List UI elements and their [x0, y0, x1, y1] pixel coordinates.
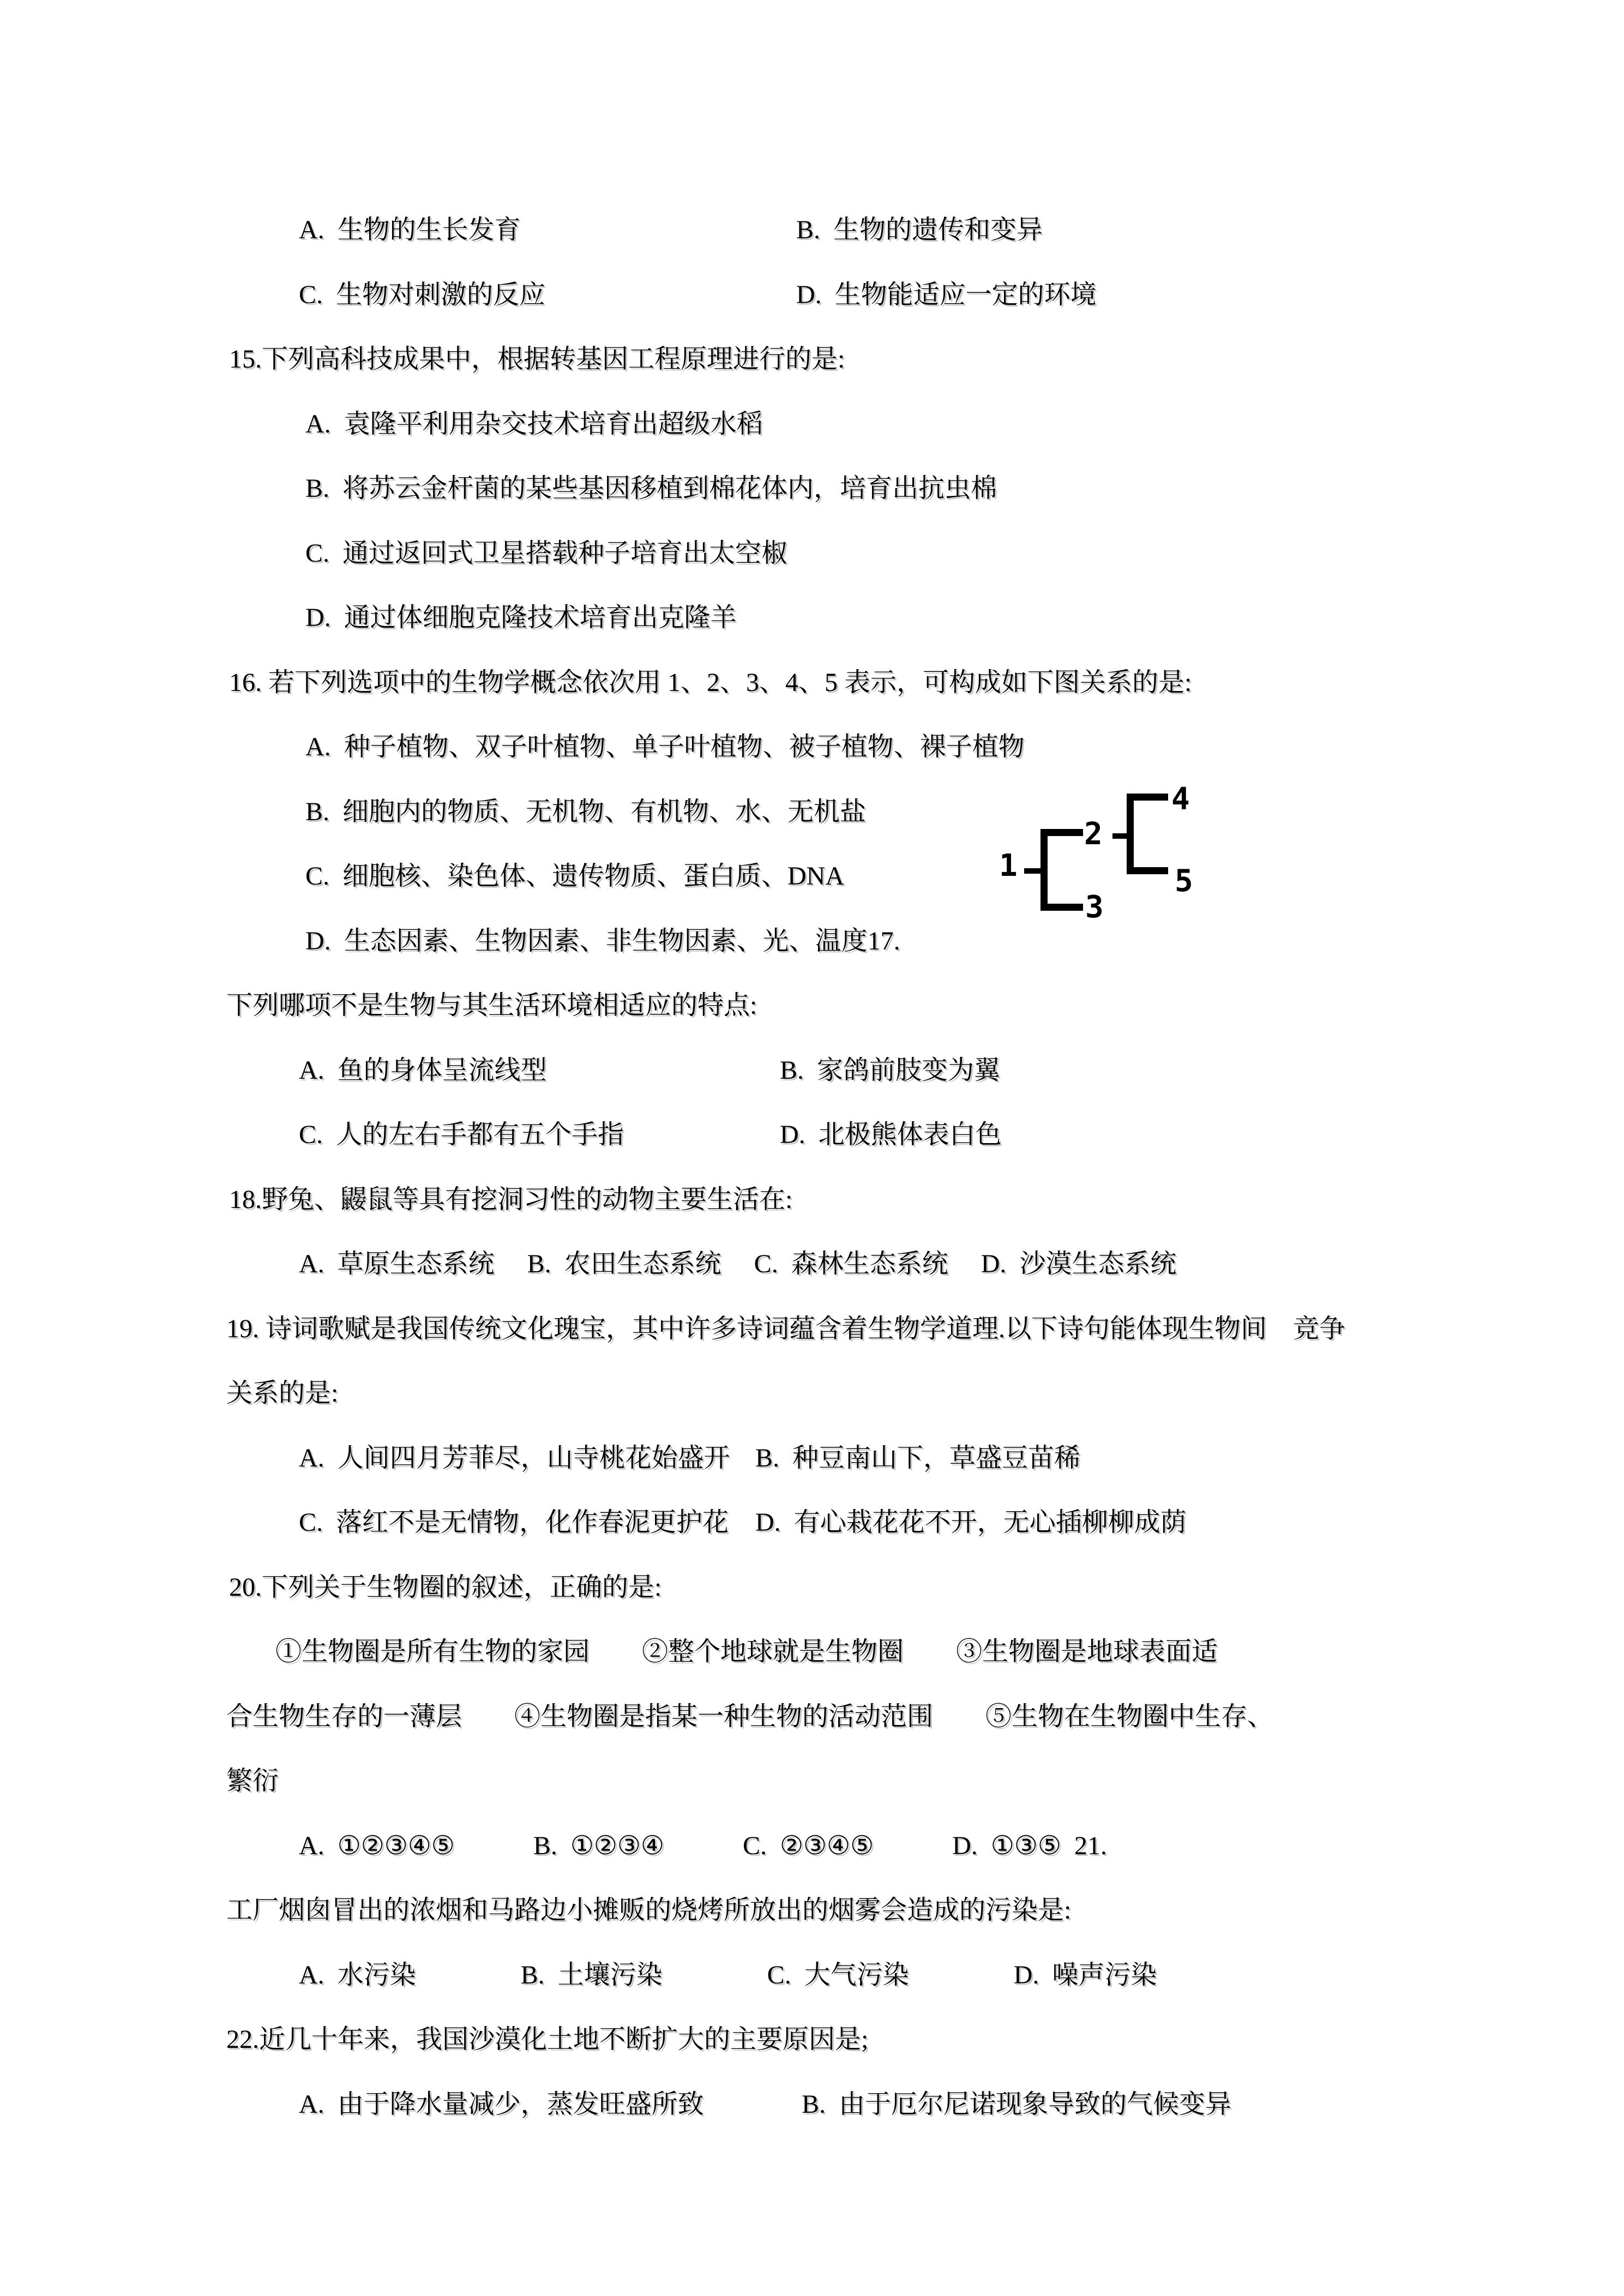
q20-options-row: A. ①②③④⑤ B. ①②③④ C. ②③④⑤ D. ①③⑤ 21. — [299, 1831, 1107, 1860]
q19-stem-line-2: 关系的是: — [226, 1379, 339, 1408]
q19-stem-line-1: 19. 诗词歌赋是我国传统文化瑰宝，其中许多诗词蕴含着生物学道理.以下诗句能体现生物间 竞争 — [226, 1314, 1346, 1343]
q16-option-b: B. 细胞内的物质、无机物、有机物、水、无机盐 — [305, 797, 867, 826]
q17-option-b: B. 家鸽前肢变为翼 — [780, 1056, 1001, 1085]
diagram-node-4: 4 — [1171, 782, 1190, 817]
q14-option-a: A. 生物的生长发育 — [299, 215, 521, 244]
q22-option-a: A. 由于降水量减少，蒸发旺盛所致 — [299, 2090, 704, 2119]
q21-options-row: A. 水污染 B. 土壤污染 C. 大气污染 D. 噪声污染 — [299, 1961, 1157, 1990]
bracket-tick-1 — [1024, 868, 1043, 874]
q20-stem: 20.下列关于生物圈的叙述，正确的是: — [229, 1573, 662, 1602]
q20-items-line-3: 繁衍 — [226, 1766, 279, 1795]
q14-option-d: D. 生物能适应一定的环境 — [796, 280, 1097, 309]
bracket-2-vertical — [1127, 794, 1134, 874]
bracket-1-vertical — [1040, 829, 1048, 911]
q14-option-c: C. 生物对刺激的反应 — [299, 280, 546, 309]
q15-option-b: B. 将苏云金杆菌的某些基因移植到棉花体内，培育出抗虫棉 — [305, 474, 997, 503]
q18-stem: 18.野兔、鼹鼠等具有挖洞习性的动物主要生活在: — [229, 1185, 793, 1214]
q16-option-c: C. 细胞核、染色体、遗传物质、蛋白质、DNA — [305, 862, 845, 891]
q20-items-line-2: 合生物生存的一薄层 ④生物圈是指某一种生物的活动范围 ⑤生物在生物圈中生存、 — [226, 1702, 1274, 1731]
q16-stem: 16. 若下列选项中的生物学概念依次用 1、2、3、4、5 表示，可构成如下图关系的是: — [229, 668, 1192, 697]
diagram-node-2: 2 — [1084, 816, 1103, 852]
bracket-2-top-arm — [1127, 794, 1168, 801]
q15-stem: 15.下列高科技成果中，根据转基因工程原理进行的是: — [229, 345, 845, 374]
q14-option-b: B. 生物的遗传和变异 — [796, 215, 1043, 244]
bracket-1-bottom-arm — [1040, 904, 1083, 911]
q15-option-c: C. 通过返回式卫星搭载种子培育出太空椒 — [305, 539, 788, 568]
diagram-node-1: 1 — [999, 848, 1018, 883]
diagram-node-5: 5 — [1175, 863, 1193, 899]
q17-option-c: C. 人的左右手都有五个手指 — [299, 1120, 624, 1149]
q16-option-a: A. 种子植物、双子叶植物、单子叶植物、被子植物、裸子植物 — [305, 732, 1025, 761]
bracket-1-top-arm — [1040, 829, 1083, 836]
q15-option-d: D. 通过体细胞克隆技术培育出克隆羊 — [305, 603, 737, 632]
q20-items-line-1: ①生物圈是所有生物的家园 ②整个地球就是生物圈 ③生物圈是地球表面适 — [275, 1637, 1218, 1666]
q17-option-a: A. 鱼的身体呈流线型 — [299, 1056, 547, 1085]
q17-stem: 下列哪项不是生物与其生活环境相适应的特点: — [226, 991, 757, 1020]
q16-option-d: D. 生态因素、生物因素、非生物因素、光、温度17. — [305, 927, 900, 955]
q19-option-b: B. 种豆南山下，草盛豆苗稀 — [755, 1444, 1081, 1472]
q22-stem: 22.近几十年来，我国沙漠化土地不断扩大的主要原因是; — [226, 2025, 869, 2054]
q22-option-b: B. 由于厄尔尼诺现象导致的气候变异 — [802, 2090, 1232, 2119]
q18-options-row: A. 草原生态系统 B. 农田生态系统 C. 森林生态系统 D. 沙漠生态系统 — [299, 1249, 1177, 1278]
q17-option-d: D. 北极熊体表白色 — [780, 1120, 1002, 1149]
q19-option-c: C. 落红不是无情物，化作春泥更护花 — [299, 1508, 729, 1537]
q19-option-d: D. 有心栽花花不开，无心插柳柳成荫 — [755, 1508, 1187, 1537]
q15-option-a: A. 袁隆平利用杂交技术培育出超级水稻 — [305, 410, 763, 438]
q21-stem: 工厂烟囱冒出的浓烟和马路边小摊贩的烧烤所放出的烟雾会造成的污染是: — [226, 1896, 1072, 1925]
diagram-node-3: 3 — [1085, 889, 1104, 925]
bracket-2-bottom-arm — [1127, 867, 1168, 874]
q19-option-a: A. 人间四月芳菲尽，山寺桃花始盛开 — [299, 1444, 730, 1472]
